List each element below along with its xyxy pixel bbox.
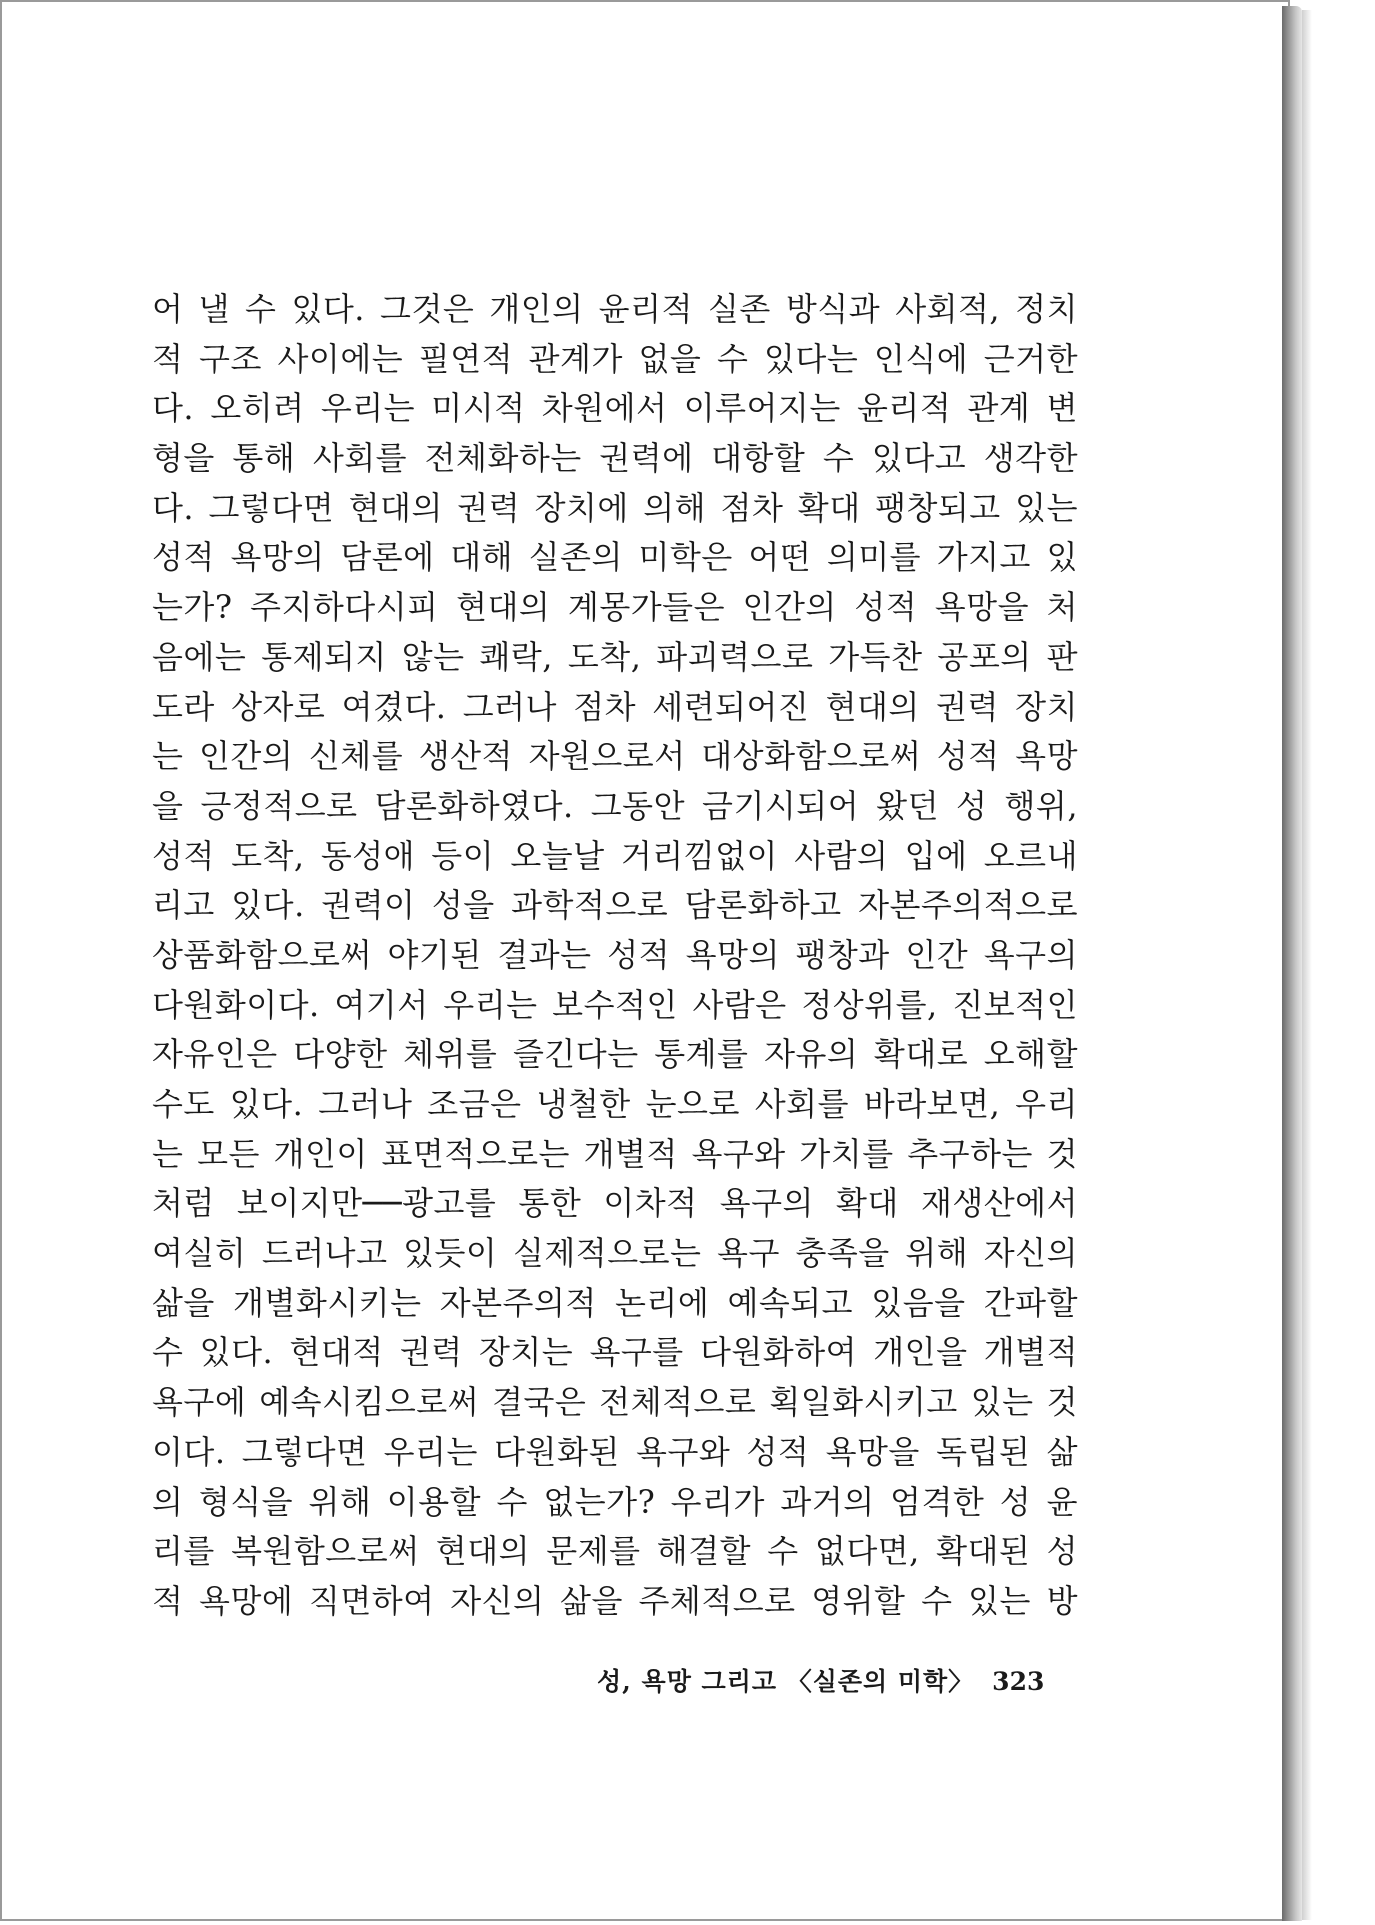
text-line: 리고 있다. 권력이 성을 과학적으로 담론화하고 자본주의적으로	[152, 886, 1078, 925]
text-line: 상품화함으로써 야기된 결과는 성적 욕망의 팽창과 인간 욕구의	[152, 935, 1078, 974]
text-line: 도라 상자로 여겼다. 그러나 점차 세련되어진 현대의 권력 장치	[152, 687, 1078, 726]
text-line: 는 모든 개인이 표면적으로는 개별적 욕구와 가치를 추구하는 것	[152, 1134, 1078, 1173]
text-line: 처럼 보이지만──광고를 통한 이차적 욕구의 확대 재생산에서	[152, 1184, 1078, 1223]
running-title: 성, 욕망 그리고 〈실존의 미학〉	[597, 1667, 975, 1696]
text-line: 성적 도착, 동성애 등이 오늘날 거리낌없이 사람의 입에 오르내	[152, 836, 1078, 875]
body-text	[152, 285, 1078, 1627]
text-line: 삶을 개별화시키는 자본주의적 논리에 예속되고 있음을 간파할	[152, 1283, 1078, 1322]
text-line: 어 낼 수 있다. 그것은 개인의 윤리적 실존 방식과 사회적, 정치	[152, 290, 1078, 328]
text-line: 음에는 통제되지 않는 쾌락, 도착, 파괴력으로 가득찬 공포의 판	[152, 637, 1078, 676]
text-line: 을 긍정적으로 담론화하였다. 그동안 금기시되어 왔던 성 행위,	[152, 786, 1078, 825]
text-line: 여실히 드러나고 있듯이 실제적으로는 욕구 충족을 위해 자신의	[152, 1234, 1078, 1273]
text-line: 수도 있다. 그러나 조금은 냉철한 눈으로 사회를 바라보면, 우리	[152, 1085, 1078, 1123]
text-line: 성적 욕망의 담론에 대해 실존의 미학은 어떤 의미를 가지고 있	[152, 538, 1078, 577]
text-line: 다. 오히려 우리는 미시적 차원에서 이루어지는 윤리적 관계 변	[152, 389, 1078, 428]
page-edge-shadow	[1302, 10, 1312, 1920]
text-line: 적 욕망에 직면하여 자신의 삶을 주체적으로 영위할 수 있는 방	[152, 1581, 1078, 1620]
text-line: 형을 통해 사회를 전체화하는 권력에 대항할 수 있다고 생각한	[152, 439, 1078, 478]
text-line: 다. 그렇다면 현대의 권력 장치에 의해 점차 확대 팽창되고 있는	[152, 488, 1078, 527]
text-line: 자유인은 다양한 체위를 즐긴다는 통계를 자유의 확대로 오해할	[152, 1035, 1078, 1074]
page-footer	[597, 1662, 1047, 1702]
text-line: 는가? 주지하다시피 현대의 계몽가들은 인간의 성적 욕망을 처	[152, 588, 1078, 627]
page-edge	[1282, 6, 1302, 1921]
text-line: 수 있다. 현대적 권력 장치는 욕구를 다원화하여 개인을 개별적	[152, 1333, 1078, 1372]
text-line: 욕구에 예속시킴으로써 결국은 전체적으로 획일화시키고 있는 것	[152, 1383, 1078, 1422]
page-number: 323	[992, 1667, 1045, 1696]
text-line: 이다. 그렇다면 우리는 다원화된 욕구와 성적 욕망을 독립된 삶	[152, 1432, 1078, 1471]
text-line: 다원화이다. 여기서 우리는 보수적인 사람은 정상위를, 진보적인	[152, 985, 1078, 1024]
text-line: 는 인간의 신체를 생산적 자원으로서 대상화함으로써 성적 욕망	[152, 737, 1078, 776]
text-line: 적 구조 사이에는 필연적 관계가 없을 수 있다는 인식에 근거한	[152, 339, 1078, 378]
text-line: 의 형식을 위해 이용할 수 없는가? 우리가 과거의 엄격한 성 윤	[152, 1482, 1078, 1521]
text-line: 리를 복원함으로써 현대의 문제를 해결할 수 없다면, 확대된 성	[152, 1532, 1078, 1571]
